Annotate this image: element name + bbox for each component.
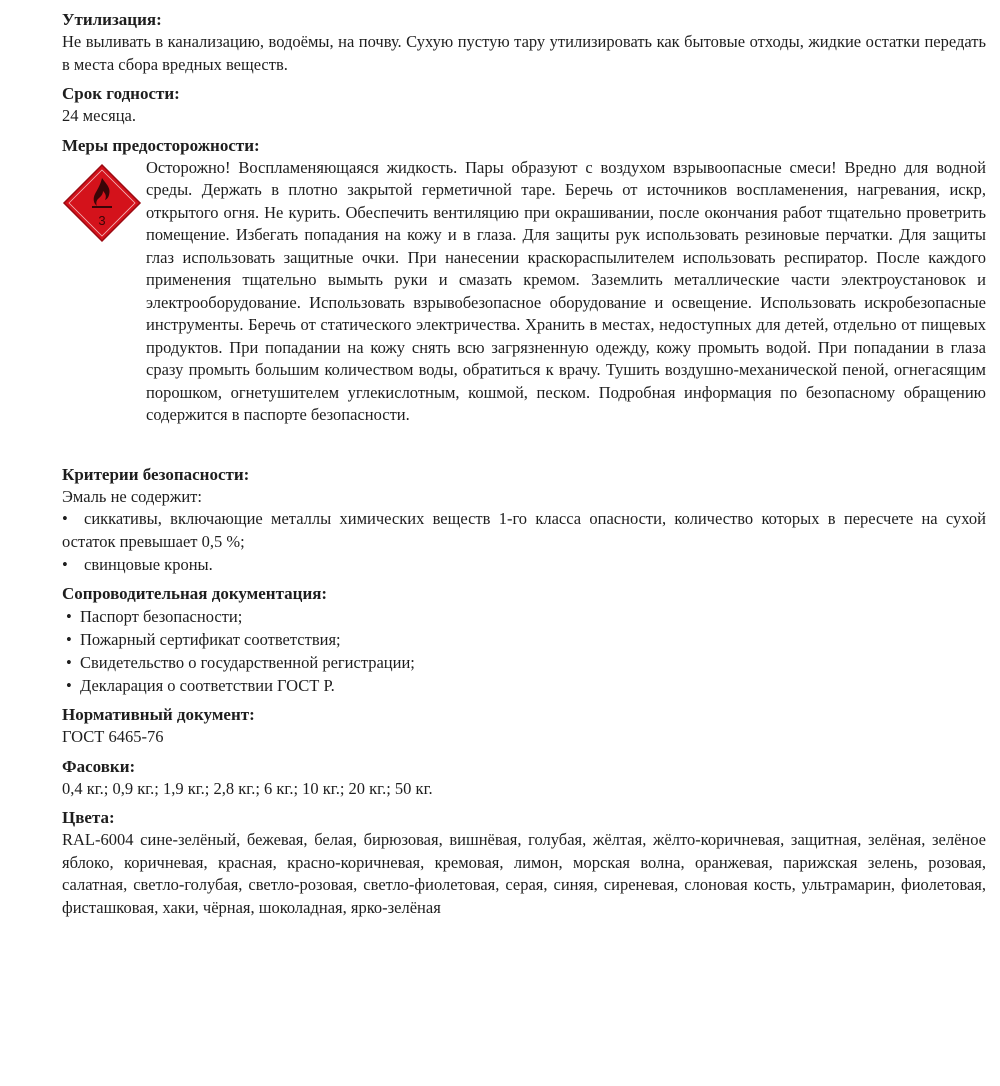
- disposal-section: [62, 6, 986, 76]
- normative-text: ГОСТ 6465-76: [62, 727, 164, 746]
- safety-criteria-item-text: свинцовые кроны.: [84, 555, 213, 574]
- documentation-section: [62, 580, 986, 697]
- documentation-item: [62, 651, 986, 674]
- bullet-marker: •: [66, 653, 72, 672]
- documentation-item: [62, 628, 986, 651]
- documentation-item: [62, 674, 986, 697]
- colors-title: Цвета:: [62, 808, 115, 827]
- safety-criteria-section: [62, 461, 986, 577]
- colors-section: [62, 804, 986, 919]
- shelf-life-text: 24 месяца.: [62, 106, 136, 125]
- safety-criteria-item-text: сиккативы, включающие металлы химических веществ 1-го класса опасности, количество которых в пересчете на сухой остаток превышает 0,5 %;: [62, 509, 986, 551]
- disposal-text: Не выливать в канализацию, водоёмы, на почву. Сухую пустую тару утилизировать как бытовые отходы, жидкие остатки передать в места сбора вредных веществ.: [62, 32, 986, 74]
- bullet-marker: •: [66, 676, 72, 695]
- hazard-class-number: 3: [98, 212, 106, 228]
- precautions-title: Меры предосторожности:: [62, 135, 260, 155]
- documentation-item-text: Паспорт безопасности;: [80, 607, 243, 626]
- documentation-title: Сопроводительная документация:: [62, 584, 328, 603]
- shelf-life-section: [62, 80, 986, 128]
- precautions-body: [62, 157, 986, 457]
- packaging-text: 0,4 кг.; 0,9 кг.; 1,9 кг.; 2,8 кг.; 6 кг.; 10 кг.; 20 кг.; 50 кг.: [62, 778, 433, 798]
- normative-title: Нормативный документ:: [62, 705, 255, 724]
- documentation-item-text: Свидетельство о государственной регистрации;: [80, 653, 415, 672]
- packaging-title: Фасовки:: [62, 756, 136, 776]
- documentation-item-text: Декларация о соответствии ГОСТ Р.: [80, 676, 335, 695]
- disposal-title: Утилизация:: [62, 10, 162, 29]
- documentation-item-text: Пожарный сертификат соответствия;: [80, 630, 341, 649]
- flammable-liquid-hazard-icon: [62, 163, 142, 243]
- bullet-marker: •: [66, 630, 72, 649]
- shelf-life-title: Срок годности:: [62, 84, 180, 103]
- bullet-marker: •: [62, 509, 68, 528]
- bullet-marker: •: [66, 607, 72, 626]
- safety-criteria-item: [62, 553, 986, 576]
- precautions-section: [62, 132, 986, 457]
- precautions-text: Осторожно! Воспламеняющаяся жидкость. Пары образуют с воздухом взрывоопасные смеси! Вредно для водной среды. Держать в плотно закрытой герметичной таре. Беречь от источников воспламенения, нагревания, искр, открытого огня. Не курить. Обеспечить вентиляцию при окрашивании, после окончания работ тщательно проветрить помещение. Избегать попадания на кожу и в глаза. Для защиты рук использовать резиновые перчатки. Для защиты глаз использовать защитные очки. При нанесении краскораспылителем использовать респиратор. После каждого применения тщательно вымыть руки и смазать кремом. Заземлить металлические части электроустановок и электрооборудование. Использовать взрывобезопасное оборудование и освещение. Использовать искробезопасные инструменты. Беречь от статического электричества. Хранить в местах, недоступных для детей, отдельно от пищевых продуктов. При попадании на кожу снять всю загрязненную одежду, кожу промыть водой. При попадании в глаза сразу промыть большим количеством воды, обратиться к врачу. Тушить воздушно-механической пеной, огнегасящим порошком, огнетушителем углекислотным, кошмой, песком. Подробная информация по безопасному обращению содержится в паспорте безопасности.: [146, 157, 986, 424]
- bullet-marker: •: [62, 555, 68, 574]
- safety-criteria-title: Критерии безопасности:: [62, 464, 250, 484]
- documentation-item: [62, 605, 986, 628]
- safety-criteria-item: [62, 508, 986, 553]
- colors-text: RAL-6004 сине-зелёный, бежевая, белая, бирюзовая, вишнёвая, голубая, жёлтая, жёлто-коричневая, защитная, зелёная, зелёное яблоко, коричневая, красная, красно-коричневая, кремовая, лимон, морская волна, оранжевая, парижская зелень, розовая, салатная, светло-голубая, светло-розовая, светло-фиолетовая, серая, синяя, сиреневая, слоновая кость, ультрамарин, фиолетовая, фисташковая, хаки, чёрная, шоколадная, ярко-зелёная: [62, 830, 986, 917]
- safety-criteria-intro: Эмаль не содержит:: [62, 486, 202, 506]
- packaging-section: [62, 753, 986, 801]
- precautions-text-container: [146, 157, 986, 427]
- normative-section: [62, 701, 986, 749]
